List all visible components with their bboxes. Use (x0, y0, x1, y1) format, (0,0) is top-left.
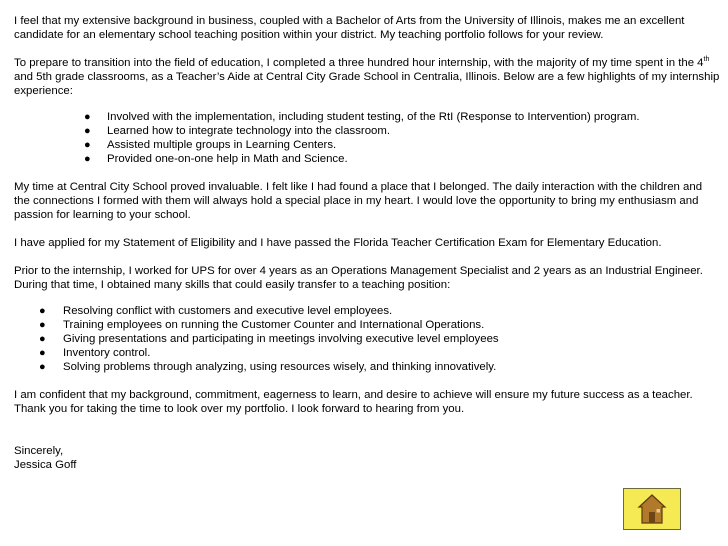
bullet: ● (39, 347, 46, 359)
ordinal-superscript: th (703, 56, 710, 63)
intro-paragraph: I feel that my extensive background in business, coupled with a Bachelor of Arts from the University of Illinois, makes me an excellent candidate for an elementary school teaching position within your district. My teaching portfolio follows for your review. (14, 15, 685, 41)
internship-text-start: To prepare to transition into the field of education, I completed a three hundred hour internship, with the majority of my time spent in the 4 (14, 57, 704, 69)
internship-paragraph (14, 56, 720, 98)
home-button[interactable] (623, 488, 681, 530)
central-city-paragraph: My time at Central City School proved invaluable. I felt like I had found a place that I belonged. The daily interaction with the children and the connections I formed with them will always hold a special place in my heart. I would love the opportunity to bring my enthusiasm and passion for learning to your school. (14, 181, 703, 221)
bullet: ● (84, 153, 91, 165)
cover-letter (14, 14, 720, 472)
list-item: ● Provided one-on-one help in Math and Science. (84, 153, 348, 165)
list-item: ● Giving presentations and participating in meetings involving executive level employees (39, 333, 499, 345)
list-item: ● Involved with the implementation, including student testing, of the RtI (Response to Intervention) program. (84, 111, 640, 123)
ups-paragraph: Prior to the internship, I worked for UPS for over 4 years as an Operations Management Specialist and 2 years as an Industrial Engineer. During that time, I obtained many skills that could easily transfer to a teaching position: (14, 265, 703, 291)
bullet: ● (39, 333, 46, 345)
list-item: ● Solving problems through analyzing, using resources wisely, and thinking innovatively. (39, 361, 497, 373)
list-item: ● Inventory control. (39, 347, 151, 359)
list-item: ● Training employees on running the Customer Counter and International Operations. (39, 319, 485, 331)
bullet: ● (84, 139, 91, 151)
sign-off: Sincerely, (14, 445, 64, 457)
bullet: ● (39, 319, 46, 331)
list-item: ● Learned how to integrate technology into the classroom. (84, 125, 391, 137)
internship-highlights-list (14, 110, 720, 166)
ups-skills-list (14, 304, 720, 374)
signature-name: Jessica Goff (14, 459, 77, 471)
bullet: ● (39, 305, 46, 317)
certification-paragraph: I have applied for my Statement of Eligibility and I have passed the Florida Teacher Certification Exam for Elementary Education. (14, 237, 662, 249)
home-icon (637, 493, 667, 525)
conclusion-paragraph: I am confident that my background, commitment, eagerness to learn, and desire to achieve will ensure my future success as a teacher. Thank you for taking the time to look over my portfolio. I look forward to hearing from you. (14, 389, 693, 415)
bullet: ● (84, 125, 91, 137)
bullet: ● (39, 361, 46, 373)
list-item: ● Resolving conflict with customers and executive level employees. (39, 305, 393, 317)
list-item: ● Assisted multiple groups in Learning Centers. (84, 139, 337, 151)
internship-text-end: and 5th grade classrooms, as a Teacher’s Aide at Central City Grade School in Centralia, Illinois. Below are a few highlights of my internship experience: (14, 71, 720, 97)
bullet: ● (84, 111, 91, 123)
